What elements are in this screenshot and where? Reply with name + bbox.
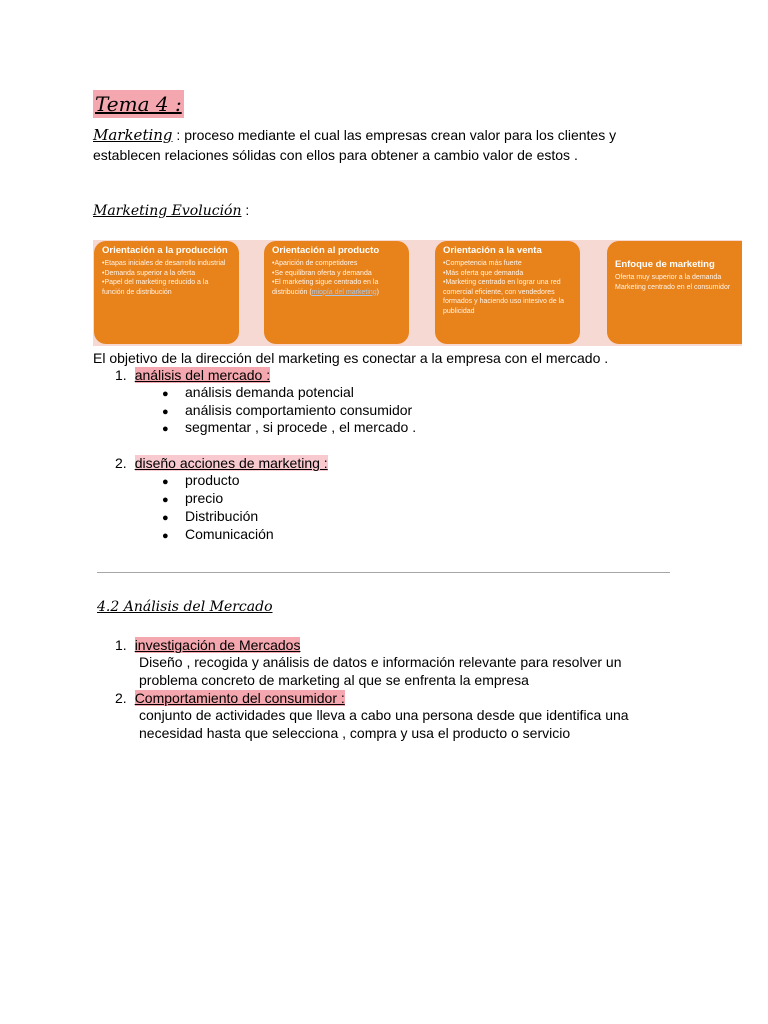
box-line: Marketing centrado en el consumidor <box>615 284 731 291</box>
box-line: •Etapas iniciales de desarrollo industrial <box>102 260 226 267</box>
evolution-box-production <box>94 241 239 344</box>
bullet-item <box>162 489 223 509</box>
box-title: Enfoque de marketing <box>615 259 715 270</box>
bullet-item <box>162 418 416 438</box>
evolution-heading-suffix: : <box>241 202 250 218</box>
box-line: •Demanda superior a la oferta <box>102 269 196 277</box>
list-item <box>115 366 270 384</box>
list-label: investigación de Mercados <box>134 637 301 653</box>
box-line: •Más oferta que demanda <box>443 269 524 277</box>
box-line <box>272 278 401 297</box>
bullet-text: Distribución <box>185 508 259 524</box>
list-item <box>115 636 300 654</box>
list-number: 1. <box>115 367 127 383</box>
definition-term: Marketing <box>93 126 173 144</box>
box-line: Oferta muy superior a la demanda <box>615 274 722 281</box>
evolution-heading-label: Marketing Evolución <box>93 203 242 219</box>
bullet-icon: ● <box>162 494 169 506</box>
box-line-suffix: ) <box>376 288 380 296</box>
list-number: 2. <box>115 690 127 706</box>
marketing-definition <box>93 125 653 165</box>
bullet-icon: ● <box>162 423 169 435</box>
definition-text: : proceso mediante el cual las empresas crean valor para los clientes y establecen relaciones sólidas con ellos para obtener a cambio valor de estos . <box>93 127 617 163</box>
bullet-icon: ● <box>162 406 169 418</box>
section-title: Tema 4 : <box>95 92 182 116</box>
list-label: análisis del mercado : <box>134 367 271 383</box>
bullet-text: precio <box>185 490 224 506</box>
list-item <box>115 454 328 472</box>
divider <box>97 572 670 573</box>
marketing-evolution-diagram <box>93 240 742 346</box>
bullet-text: análisis demanda potencial <box>185 384 354 400</box>
bullet-icon: ● <box>162 388 169 400</box>
list-label: diseño acciones de marketing : <box>134 455 328 471</box>
bullet-item <box>162 471 239 491</box>
analysis-heading: 4.2 Análisis del Mercado <box>97 599 273 615</box>
bullet-text: producto <box>185 472 240 488</box>
box-line-prefix: •El marketing sigue centrado en la distribución ( <box>272 279 379 296</box>
bullet-item <box>162 525 274 545</box>
bullet-text: análisis comportamiento consumidor <box>185 402 413 418</box>
list-item <box>115 689 345 707</box>
list-label: Comportamiento del consumidor : <box>134 690 345 706</box>
bullet-icon: ● <box>162 476 169 488</box>
bullet-icon: ● <box>162 512 169 524</box>
miopia-link[interactable]: miopía del marketing <box>311 288 377 296</box>
item-description: Diseño , recogida y análisis de datos e información relevante para resolver un problema concreto de marketing al que se enfrenta la empresa <box>139 654 622 688</box>
evolution-heading <box>93 200 249 221</box>
box-line: •Aparición de competidores <box>272 260 358 267</box>
box-title: Orientación a la producción <box>102 245 228 256</box>
objective-text: El objetivo de la dirección del marketing es conectar a la empresa con el mercado . <box>93 350 609 366</box>
box-line: •Marketing centrado en lograr una red comercial eficiente, con vendedores formados y haciendo uso intesivo de la publicidad <box>443 279 565 315</box>
box-line: •Se equilibran oferta y demanda <box>272 269 372 277</box>
box-line: •Papel del marketing reducido a la función de distribución <box>102 279 209 296</box>
list-number: 1. <box>115 637 127 653</box>
evolution-box-product <box>264 241 409 344</box>
evolution-box-marketing <box>607 241 742 344</box>
bullet-item <box>162 507 258 527</box>
box-title: Orientación al producto <box>272 245 380 256</box>
box-title: Orientación a la venta <box>443 245 542 256</box>
bullet-icon: ● <box>162 530 169 542</box>
item-description: conjunto de actividades que lleva a cabo una persona desde que identifica una necesidad hasta que selecciona , compra y usa el producto o servicio <box>139 707 629 741</box>
evolution-box-sales <box>435 241 580 344</box>
bullet-text: Comunicación <box>185 526 274 542</box>
box-line: •Competencia más fuerte <box>443 260 522 267</box>
bullet-item <box>162 383 354 403</box>
list-number: 2. <box>115 455 127 471</box>
bullet-text: segmentar , si procede , el mercado . <box>185 419 417 435</box>
